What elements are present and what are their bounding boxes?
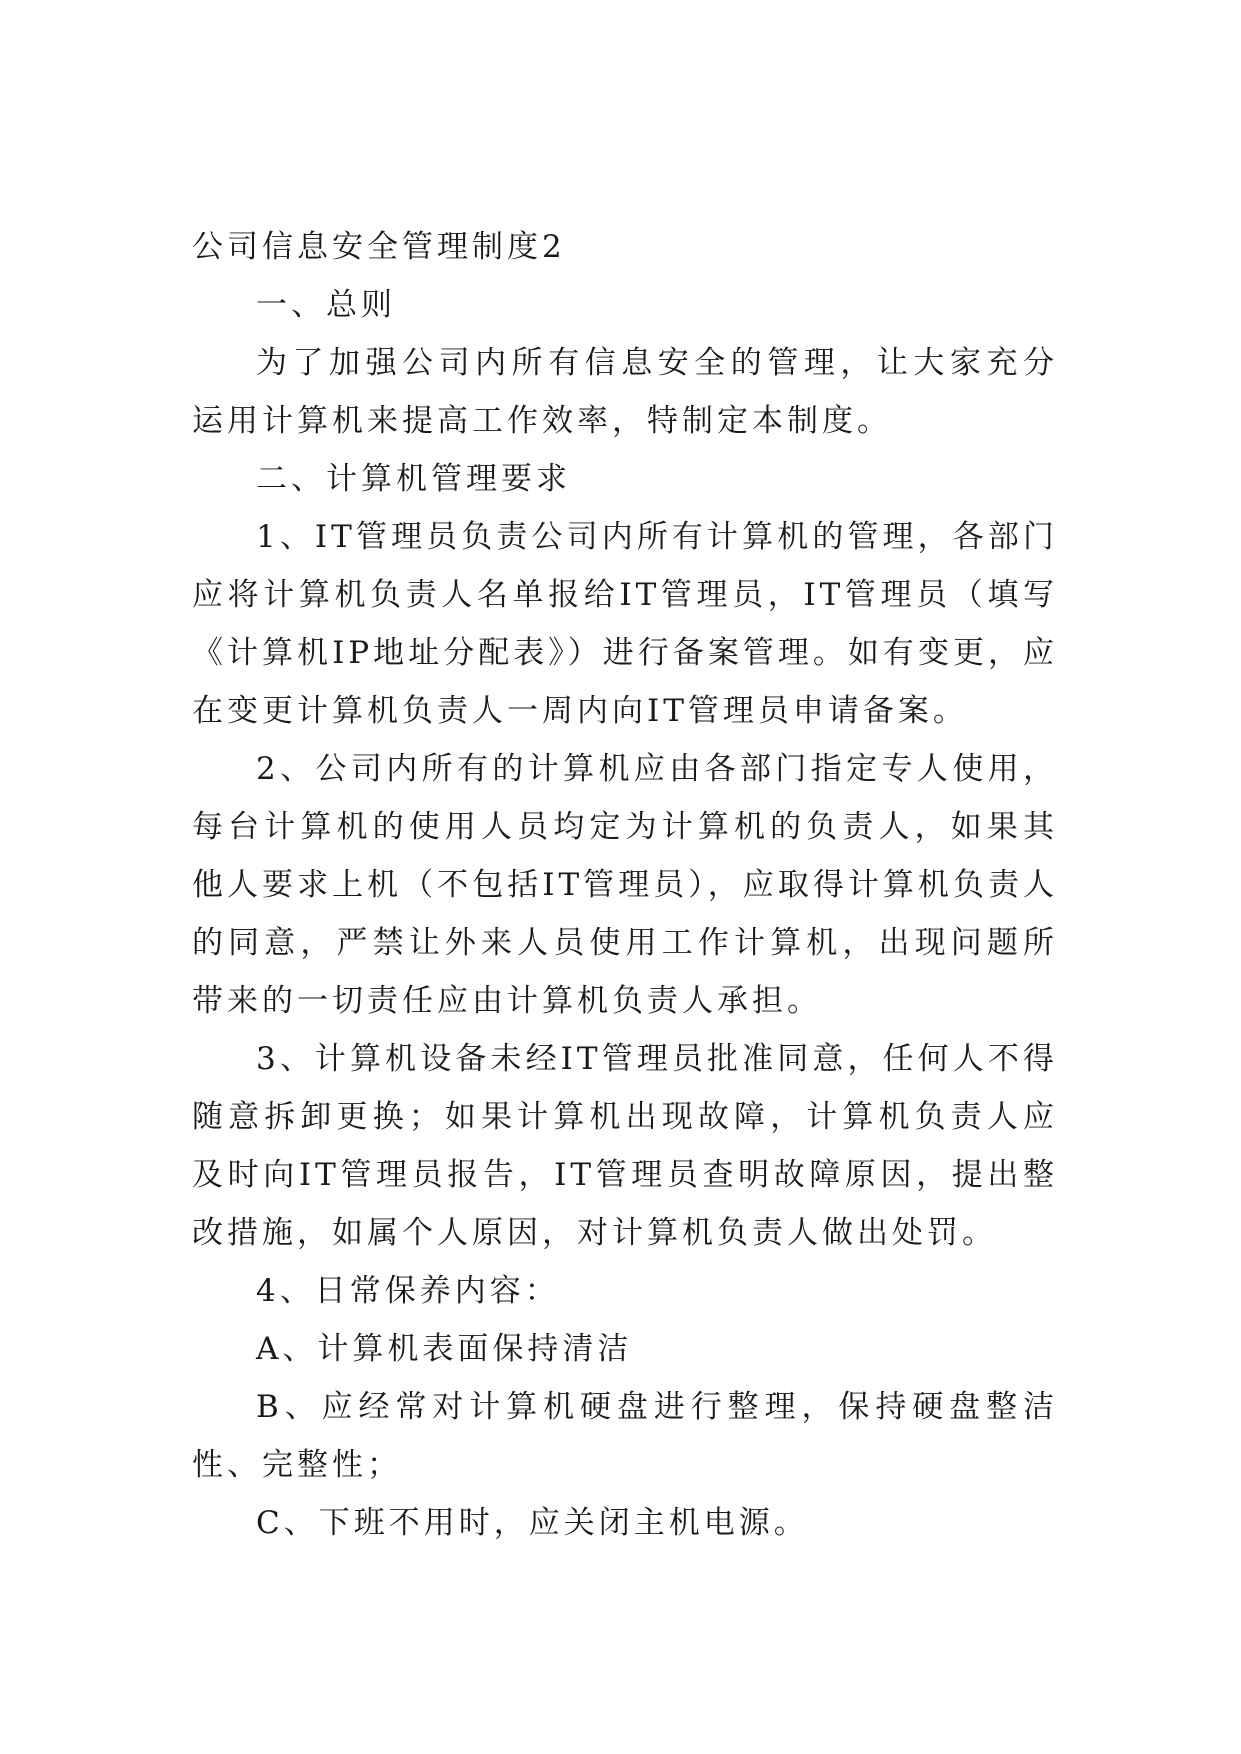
section-heading-computer-management: 二、计算机管理要求 xyxy=(256,461,571,497)
paragraph-item-a: A、计算机表面保持清洁 xyxy=(256,1331,633,1367)
paragraph-item-b: B、应经常对计算机硬盘进行整理，保持硬盘整洁性、完整性； xyxy=(192,1389,1058,1483)
document-title: 公司信息安全管理制度2 xyxy=(192,229,566,265)
paragraph-item-c: C、下班不用时，应关闭主机电源。 xyxy=(256,1505,809,1541)
paragraph-item-1: 1、IT管理员负责公司内所有计算机的管理，各部门应将计算机负责人名单报给IT管理员，IT管理员（填写《计算机IP地址分配表》）进行备案管理。如有变更，应在变更计算机负责人一周内向IT管理员申请备案。 xyxy=(192,519,1058,729)
paragraph-item-4: 4、日常保养内容： xyxy=(256,1273,560,1309)
section-heading-general: 一、总则 xyxy=(256,287,396,323)
paragraph-item-3: 3、计算机设备未经IT管理员批准同意，任何人不得随意拆卸更换；如果计算机出现故障，计算机负责人应及时向IT管理员报告，IT管理员查明故障原因，提出整改措施，如属个人原因，对计算机负责人做出处罚。 xyxy=(192,1041,1058,1251)
paragraph-item-2: 2、公司内所有的计算机应由各部门指定专人使用，每台计算机的使用人员均定为计算机的负责人，如果其他人要求上机（不包括IT管理员），应取得计算机负责人的同意，严禁让外来人员使用工作计算机，出现问题所带来的一切责任应由计算机负责人承担。 xyxy=(192,751,1058,1019)
document-body xyxy=(192,218,1058,1552)
paragraph-purpose: 为了加强公司内所有信息安全的管理，让大家充分运用计算机来提高工作效率，特制定本制度。 xyxy=(192,345,1058,439)
